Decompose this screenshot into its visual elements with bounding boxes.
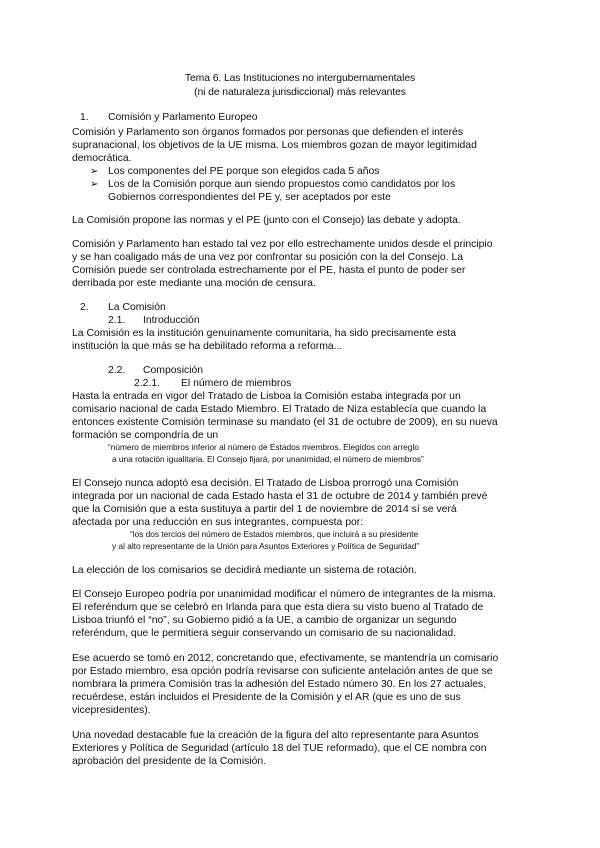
bullet-item-line: Los componentes del PE porque son elegidos cada 5 años: [108, 166, 380, 177]
paragraph-d-line: referéndum, que le permitiera seguir conservando un comisario de su nacionalidad.: [72, 628, 457, 639]
subsection-2-2-heading: Composición: [143, 365, 204, 376]
section-1-heading: Comisión y Parlamento Europeo: [108, 112, 258, 123]
paragraph-d-line: Lisboa triunfó el “no”, su Gobierno pidió a la UE, a cambio de organizar un segundo: [72, 615, 457, 626]
paragraph-d-line: El referéndum que se celebró en Irlanda para que esta diera su visto bueno al Tratado de: [72, 602, 484, 613]
paragraph-d-line: El Consejo Europeo podría por unanimidad modificar el número de integrantes de la misma.: [72, 589, 496, 600]
bullet-arrow-icon: ➢: [90, 179, 99, 190]
quote-b-line: “los dos tercios del número de Estados miembros, que incluirá a su presidente: [130, 529, 419, 539]
paragraph-f-line: aprobación del presidente de la Comisión.: [72, 756, 267, 767]
intro-paragraph-line: institución la que más se ha debilitado reforma a reforma...: [72, 341, 343, 352]
paragraph-e-line: vicepresidentes).: [72, 705, 151, 716]
subsection-2-2-1-number: 2.2.1.: [134, 378, 160, 389]
section-1-number: 1.: [80, 112, 89, 123]
title-line-2: (ni de naturaleza jurisdiccional) más relevantes: [194, 87, 406, 98]
title-line-1: Tema 6. Las Instituciones no intergubernamentales: [184, 73, 416, 84]
section-1-intro-line: supranacional, los objetivos de la UE misma. Los miembros gozan de mayor legitimidad: [72, 140, 477, 151]
bullet-item-line: Los de la Comisión porque aun siendo propuestos como candidatos por los: [108, 179, 456, 190]
section-1-intro-line: Comisión y Parlamento son órganos formados por personas que defienden el interés: [72, 127, 464, 138]
section-1-paragraph-3-line: Comisión puede ser controlada estrechamente por el PE, hasta el punto de poder ser: [72, 265, 466, 276]
quote-a-line: “número de miembros inferior al número de Estados miembros. Elegidos con arreglo: [108, 442, 419, 452]
quote-a-line: a una rotación igualitaria. El Consejo fijará, por unanimidad, el número de miembros”: [112, 454, 424, 464]
paragraph-a-line: formación se compondría de un: [72, 430, 219, 441]
subsection-2-1-number: 2.1.: [108, 315, 126, 326]
subsection-2-2-number: 2.2.: [108, 365, 126, 376]
paragraph-b-line: que la Comisión que a esta sustituya a partir del 1 de noviembre de 2014 sí se verá: [72, 504, 457, 515]
paragraph-f-line: Una novedad destacable fue la creación de la figura del alto representante para Asuntos: [72, 730, 479, 741]
section-1-paragraph-3-line: derribada por este mediante una moción de censura.: [72, 278, 316, 289]
paragraph-a-line: Hasta la entrada en vigor del Tratado de Lisboa la Comisión estaba integrada por un: [72, 391, 461, 402]
section-2-heading: La Comisión: [108, 302, 166, 313]
paragraph-b-line: El Consejo nunca adoptó esa decisión. El Tratado de Lisboa prorrogó una Comisión: [72, 478, 459, 489]
paragraph-e-line: recuérdese, están incluidos el Presidente de la Comisión y el AR (que es uno de sus: [72, 692, 461, 703]
paragraph-f-line: Exteriores y Política de Seguridad (artículo 18 del TUE reformado), que el CE nombra con: [72, 743, 487, 754]
quote-b-line: y al alto representante de la Unión para Asuntos Exteriores y Política de Seguridad”: [112, 541, 420, 551]
section-1-paragraph-2: La Comisión propone las normas y el PE (junto con el Consejo) las debate y adopta.: [72, 215, 461, 226]
paragraph-a-line: entonces existente Comisión terminase su mandato (el 31 de octubre de 2009), en su nueva: [72, 417, 498, 428]
intro-paragraph-line: La Comisión es la institución genuinamente comunitaria, ha sido precisamente esta: [72, 328, 457, 339]
section-1-paragraph-3-line: Comisión y Parlamento han estado tal vez por ello estrechamente unidos desde el principio: [72, 239, 493, 250]
subsection-2-2-1-heading: El número de miembros: [181, 378, 292, 389]
paragraph-e-line: nombrara la primera Comisión tras la adhesión del Estado número 30. En los 27 actuales,: [72, 679, 487, 690]
bullet-item-line: Gobiernos correspondientes del PE y, ser aceptados por este: [108, 192, 391, 203]
paragraph-e-line: por Estado miembro, esa opción podría revisarse con suficiente antelación antes de que se: [72, 666, 493, 677]
paragraph-a-line: comisario nacional de cada Estado Miembro. El Tratado de Niza establecía que cuando la: [72, 404, 487, 415]
paragraph-c: La elección de los comisarios se decidirá mediante un sistema de rotación.: [72, 565, 417, 576]
bullet-arrow-icon: ➢: [90, 166, 99, 177]
paragraph-b-line: afectada por una reducción en sus integrantes, compuesta por:: [72, 517, 364, 528]
paragraph-e-line: Ese acuerdo se tomó en 2012, concretando que, efectivamente, se mantendría un comisario: [72, 653, 499, 664]
section-1-intro-line: democrática.: [72, 153, 132, 164]
subsection-2-1-heading: Introducción: [143, 315, 200, 326]
paragraph-b-line: integrada por un nacional de cada Estado hasta el 31 de octubre de 2014 y también prevé: [72, 491, 488, 502]
section-2-number: 2.: [80, 302, 89, 313]
section-1-paragraph-3-line: y se han coaligado más de una vez por confrontar su posición con la del Consejo. La: [72, 252, 464, 263]
